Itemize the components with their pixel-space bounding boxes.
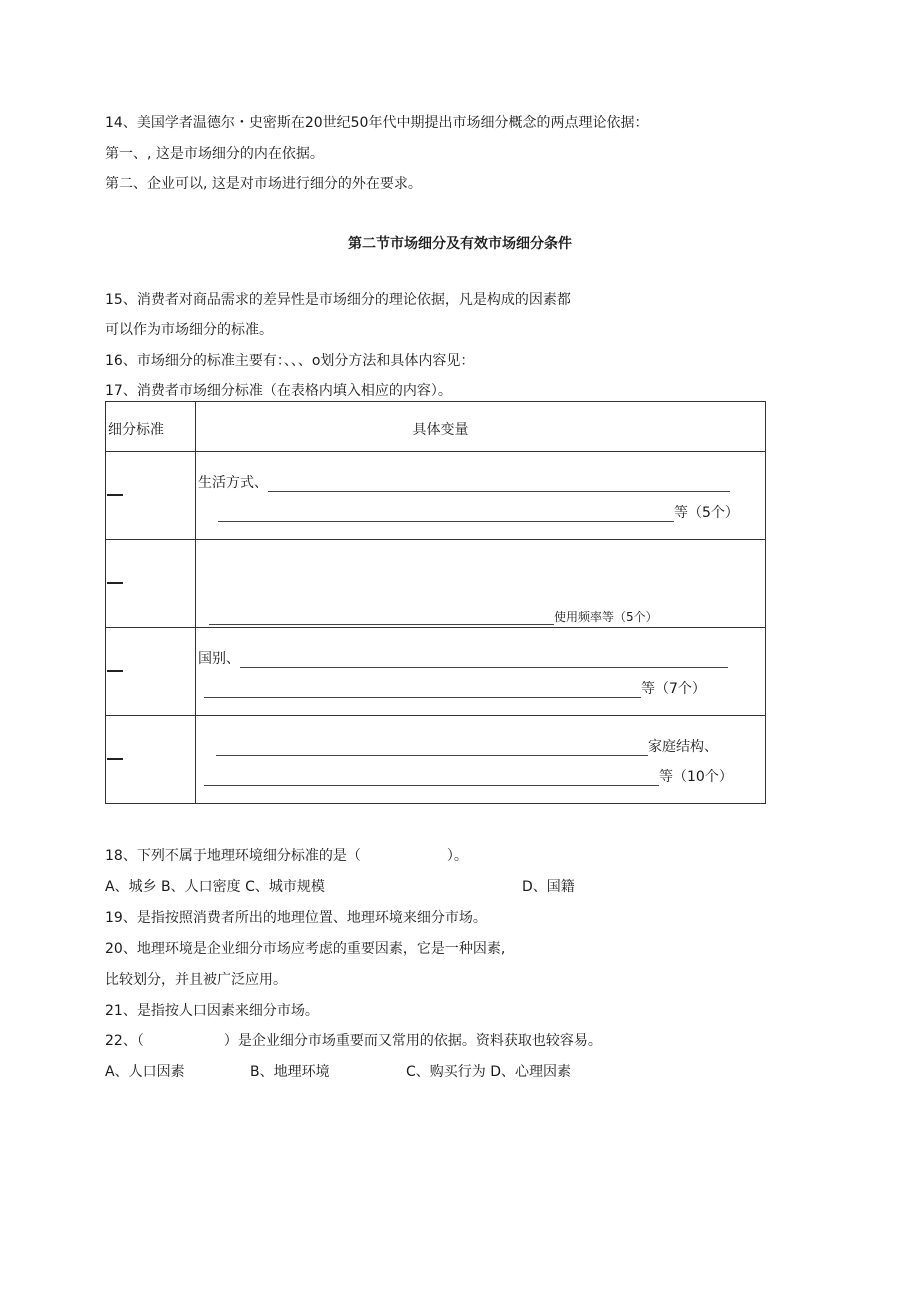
header-standard: 细分标准 [108,422,164,438]
question-18-stem-before: 18、下列不属于地理环境细分标准的是（ [105,848,361,864]
table-row [106,716,766,804]
variable-text: 生活方式、 [198,475,268,491]
answer-blank [240,652,728,668]
question-22-option-a: A、人口因素 [105,1064,185,1080]
question-17: 17、消费者市场细分标准（在表格内填入相应的内容）。 [105,383,452,399]
question-22-stem [105,1031,602,1051]
question-20-line2: 比较划分，并且被广泛应用。 [105,972,287,988]
question-18-stem-after: ）。 [446,848,468,864]
header-cell-standard [106,402,196,452]
question-15-line2: 可以作为市场细分的标准。 [105,322,273,338]
variable-count: 等（7个） [641,681,706,697]
table-row [106,540,766,628]
variables-cell [196,716,766,804]
standard-cell [106,452,196,540]
section-heading: 第二节市场细分及有效市场细分条件 [348,236,572,252]
question-14-title: 14、美国学者温德尔・史密斯在20世纪50年代中期提出市场细分概念的两点理论依据： [105,115,649,131]
answer-blank [204,770,659,786]
variables-line1 [198,648,728,668]
standard-cell [106,540,196,628]
answer-blank [268,476,730,492]
variables-cell [196,540,766,628]
blank-standard-mark [107,582,123,584]
variables-line2 [204,678,706,698]
question-15-line1: 15、消费者对商品需求的差异性是市场细分的理论依据，凡是构成的因素都 [105,292,571,308]
segmentation-table [105,401,766,804]
question-22-option-b: B、地理环境 [250,1064,330,1080]
table-row [106,452,766,540]
table-row [106,628,766,716]
question-21: 21、是指按人口因素来细分市场。 [105,1003,319,1019]
standard-cell [106,716,196,804]
question-18-option-d: D、国籍 [522,879,575,895]
standard-cell [106,628,196,716]
answer-blank [218,506,674,522]
question-18-options-abc: A、城乡 B、人口密度 C、城市规模 [105,879,325,895]
table-header-row [106,402,766,452]
question-22-stem-after: ）是企业细分市场重要而又常用的依据。资料获取也较容易。 [223,1033,602,1049]
answer-blank [204,682,641,698]
question-14-second: 第二、企业可以, 这是对市场进行细分的外在要求。 [105,176,422,192]
variable-count: 等（5个） [674,505,739,521]
variables-line1 [198,472,730,492]
variables-cell [196,628,766,716]
variables-line2 [204,766,733,786]
question-22-option-cd: C、购买行为 D、心理因素 [406,1064,572,1080]
header-cell-variables [196,402,766,452]
variable-count: 等（10个） [659,769,733,785]
header-variables: 具体变量 [412,422,469,438]
answer-blank [216,740,648,756]
blank-standard-mark [107,670,123,672]
variables-cell [196,452,766,540]
question-14-first: 第一、, 这是市场细分的内在依据。 [105,146,324,162]
variable-text: 家庭结构、 [648,739,718,755]
question-16: 16、市场细分的标准主要有：、、、o划分方法和具体内容见： [105,353,475,369]
variable-count: 使用频率等（5个） [554,610,658,624]
variables-line1 [216,736,718,756]
question-19: 19、是指按照消费者所出的地理位置、地理环境来细分市场。 [105,910,487,926]
blank-standard-mark [107,494,123,496]
question-18-stem [105,846,468,866]
variables-line2 [218,502,739,522]
variable-text: 国别、 [198,651,240,667]
blank-standard-mark [107,758,123,760]
variables-line2 [209,608,658,625]
answer-blank [209,609,554,625]
question-20-line1: 20、地理环境是企业细分市场应考虑的重要因素，它是一种因素, [105,941,506,957]
question-22-stem-before: 22、（ [105,1033,144,1049]
